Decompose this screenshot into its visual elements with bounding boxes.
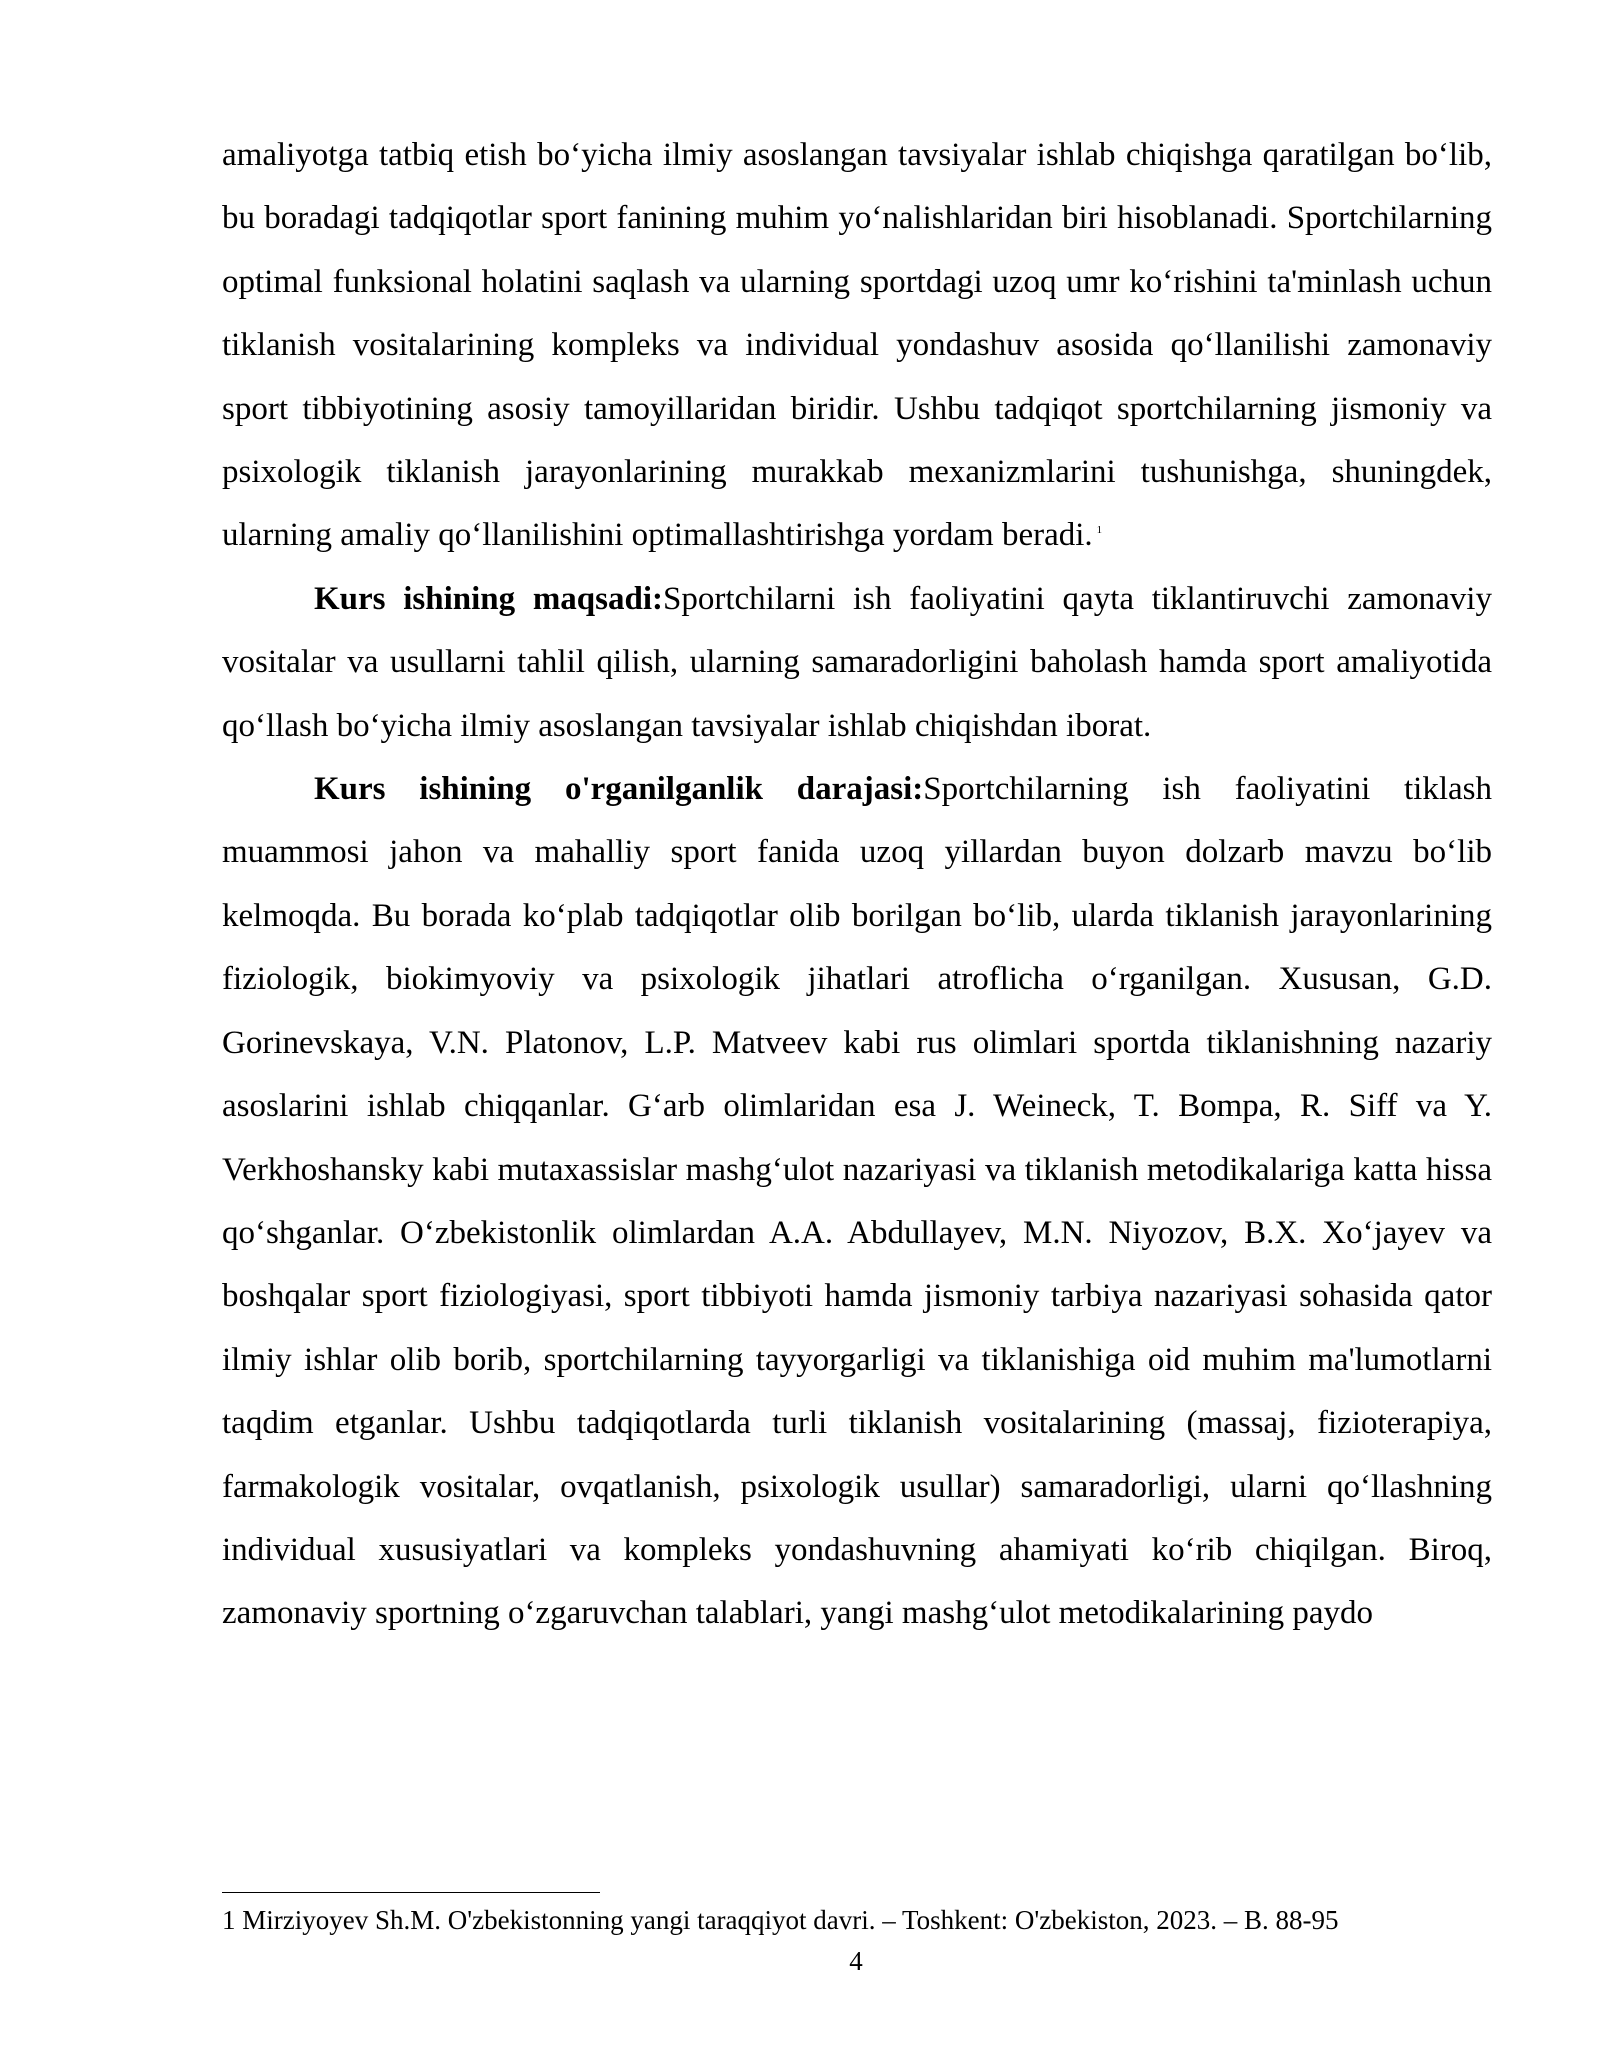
paragraph-heading: Kurs ishining maqsadi: — [314, 580, 664, 617]
paragraph-text: amaliyotga tatbiq etish bo‘yicha ilmiy asoslangan tavsiyalar ishlab chiqishga qaratilgan bo‘lib, bu boradagi tadqiqotlar sport fanining muhim yo‘nalishlaridan biri hisoblanadi. Sportchilarning optimal funksional holatini saqlash va ularning sportdagi uzoq umr ko‘rishini ta'minlash uchun tiklanish vositalarining kompleks va individual yondashuv asosida qo‘llanilishi zamonaviy sport tibbiyotining asosiy tamoyillaridan biridir. Ushbu tadqiqot sportchilarning jismoniy va psixologik tiklanish jarayonlarining murakkab mexanizmlarini tushunishga, shuningdek, ularning amaliy qo‘llanilishini optimallashtirishga yordam beradi. — [222, 137, 1492, 554]
paragraph-text: Sportchilarni ish faoliyatini qayta tiklantiruvchi zamonaviy vositalar va usullarni tahlil qilish, ularning samaradorligini baholash hamda sport amaliyotida qo‘llash bo‘yicha ilmiy asoslangan tavsiyalar ishlab chiqishdan iborat. — [222, 580, 1492, 744]
paragraph-goal — [222, 568, 1492, 758]
page-number: 4 — [849, 1946, 863, 1976]
footnote: 1 Mirziyoyev Sh.M. O'zbekistonning yangi taraqqiyot davri. – Toshkent: O'zbekiston, 2023. – B. 88-95 — [222, 1905, 1339, 1935]
footnote-reference: 1 — [1096, 524, 1103, 537]
paragraph-intro-continuation — [222, 124, 1492, 568]
paragraph-research-level — [222, 758, 1492, 1646]
paragraph-text: Sportchilarning ish faoliyatini tiklash muammosi jahon va mahalliy sport fanida uzoq yillardan buyon dolzarb mavzu bo‘lib kelmoqda. Bu borada ko‘plab tadqiqotlar olib borilgan bo‘lib, ularda tiklanish jarayonlarining fiziologik, biokimyoviy va psixologik jihatlari atroflicha o‘rganilgan. Xususan, G.D. Gorinevskaya, V.N. Platonov, L.P. Matveev kabi rus olimlari sportda tiklanishning nazariy asoslarini ishlab chiqqanlar. G‘arb olimlaridan esa J. Weineck, T. Bompa, R. Siff va Y. Verkhoshansky kabi mutaxassislar mashg‘ulot nazariyasi va tiklanish metodikalariga katta hissa qo‘shganlar. O‘zbekistonlik olimlardan A.A. Abdullayev, M.N. Niyozov, B.X. Xo‘jayev va boshqalar sport fiziologiyasi, sport tibbiyoti hamda jismoniy tarbiya nazariyasi sohasida qator ilmiy ishlar olib borib, sportchilarning tayyorgarligi va tiklanishiga oid muhim ma'lumotlarni taqdim etganlar. Ushbu tadqiqotlarda turli tiklanish vositalarining (massaj, fizioterapiya, farmakologik vositalar, ovqatlanish, psixologik usullar) samaradorligi, ularni qo‘llashning individual xususiyatlari va kompleks yondashuvning ahamiyati ko‘rib chiqilgan. Biroq, zamonaviy sportning o‘zgaruvchan talablari, yangi mashg‘ulot metodikalarining paydo — [222, 771, 1492, 1632]
body-text — [222, 124, 1492, 1646]
footnote-separator — [222, 1892, 600, 1893]
paragraph-heading: Kurs ishining o'rganilganlik darajasi: — [314, 771, 924, 808]
